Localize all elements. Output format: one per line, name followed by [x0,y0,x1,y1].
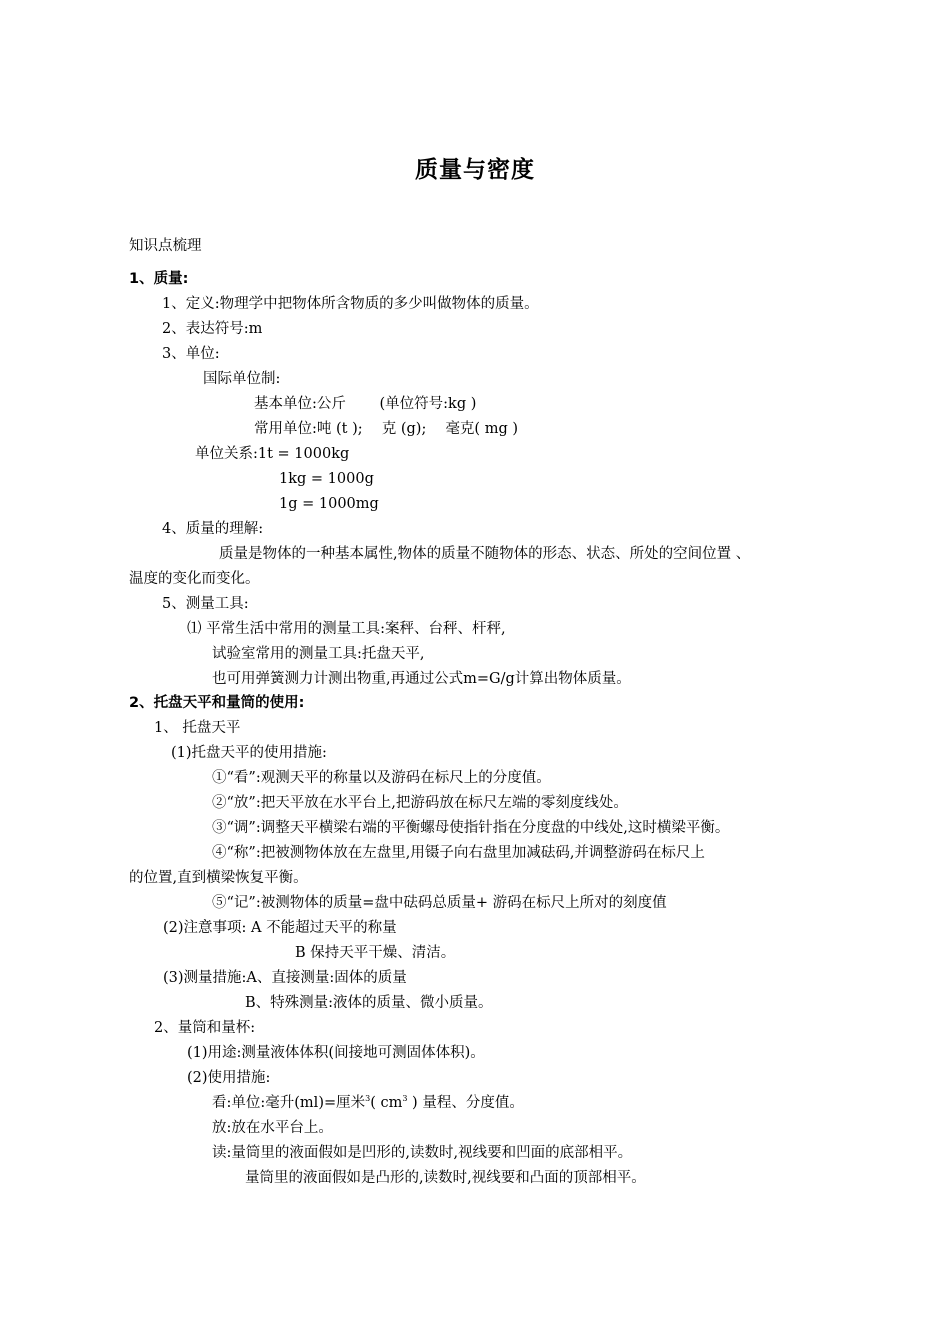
s2-cylinder-look-sup-1: 3 [365,1094,371,1103]
s2-cylinder-read-convex: 量筒里的液面假如是凸形的,读数时,视线要和凸面的顶部相平。 [245,1170,646,1186]
s1-understanding-text-cont: 温度的变化而变化。 [129,571,260,587]
section-1-heading: 1、质量: [129,271,189,287]
s2-cylinder-look-a: 看:单位:毫升(ml)=厘米 [212,1095,366,1111]
s2-notes-b: B 保持天平干燥、清洁。 [295,945,456,961]
s2-balance: 1、 托盘天平 [154,720,241,736]
s1-unit: 3、单位: [162,346,220,362]
s2-balance-usage: (1)托盘天平的使用措施: [171,745,327,761]
s2-cylinder-purpose: (1)用途:测量液体体积(间接地可测固体体积)。 [187,1045,485,1061]
s2-notes: (2)注意事项: A 不能超过天平的称量 [163,920,397,936]
s2-step-weigh-cont: 的位置,直到横梁恢复平衡。 [129,870,308,886]
s1-symbol: 2、表达符号:m [162,321,263,337]
s1-tools-lab: 试验室常用的测量工具:托盘天平, [212,646,425,662]
s2-cylinder-place: 放:放在水平台上。 [212,1120,333,1136]
s2-step-place: ②“放”:把天平放在水平台上,把游码放在标尺左端的零刻度线处。 [212,795,628,811]
s1-common-units: 常用单位:吨 (t ); 克 (g); 毫克( mg ) [254,421,519,437]
s1-understanding-text: 质量是物体的一种基本属性,物体的质量不随物体的形态、状态、所处的空间位置 、 [219,546,751,562]
s1-si-unit: 国际单位制: [203,371,281,387]
s2-cylinder-usage: (2)使用措施: [187,1070,271,1086]
s1-definition: 1、定义:物理学中把物体所含物质的多少叫做物体的质量。 [162,296,539,312]
document-title: 质量与密度 [415,157,535,183]
s2-methods: (3)测量措施:A、直接测量:固体的质量 [163,970,407,986]
s2-cylinder-look [212,1093,524,1113]
s1-unit-relation-g: 1g = 1000mg [279,496,379,512]
s2-cylinder: 2、量筒和量杯: [154,1020,256,1036]
s2-methods-b: B、特殊测量:液体的质量、微小质量。 [245,995,493,1011]
s1-base-unit: 基本单位:公斤 (单位符号:kg ) [254,396,477,412]
s2-step-record: ⑤“记”:被测物体的质量=盘中砝码总质量+ 游码在标尺上所对的刻度值 [212,895,667,911]
intro-label: 知识点梳理 [129,238,202,254]
section-2-heading: 2、托盘天平和量筒的使用: [129,695,305,711]
s1-understanding: 4、质量的理解: [162,521,264,537]
s2-step-weigh: ④“称”:把被测物体放在左盘里,用镊子向右盘里加减砝码,并调整游码在标尺上 [212,845,705,861]
s2-step-adjust: ③“调”:调整天平横梁右端的平衡螺母使指针指在分度盘的中线处,这时横梁平衡。 [212,820,730,836]
s1-unit-relation-kg: 1kg = 1000g [279,471,374,487]
s2-cylinder-look-c: ) 量程、分度值。 [407,1095,524,1111]
s2-cylinder-look-sup-2: 3 [402,1094,408,1103]
s1-tools-daily: ⑴ 平常生活中常用的测量工具:案秤、台秤、杆秤, [187,621,506,637]
s2-cylinder-read-concave: 读:量筒里的液面假如是凹形的,读数时,视线要和凹面的底部相平。 [212,1145,633,1161]
s1-tools: 5、测量工具: [162,596,249,612]
s1-tools-spring: 也可用弹簧测力计测出物重,再通过公式m=G/g计算出物体质量。 [212,671,631,687]
s2-step-look: ①“看”:观测天平的称量以及游码在标尺上的分度值。 [212,770,551,786]
s2-cylinder-look-b: ( cm [370,1095,403,1111]
s1-unit-relation: 单位关系:1t = 1000kg [195,446,350,462]
